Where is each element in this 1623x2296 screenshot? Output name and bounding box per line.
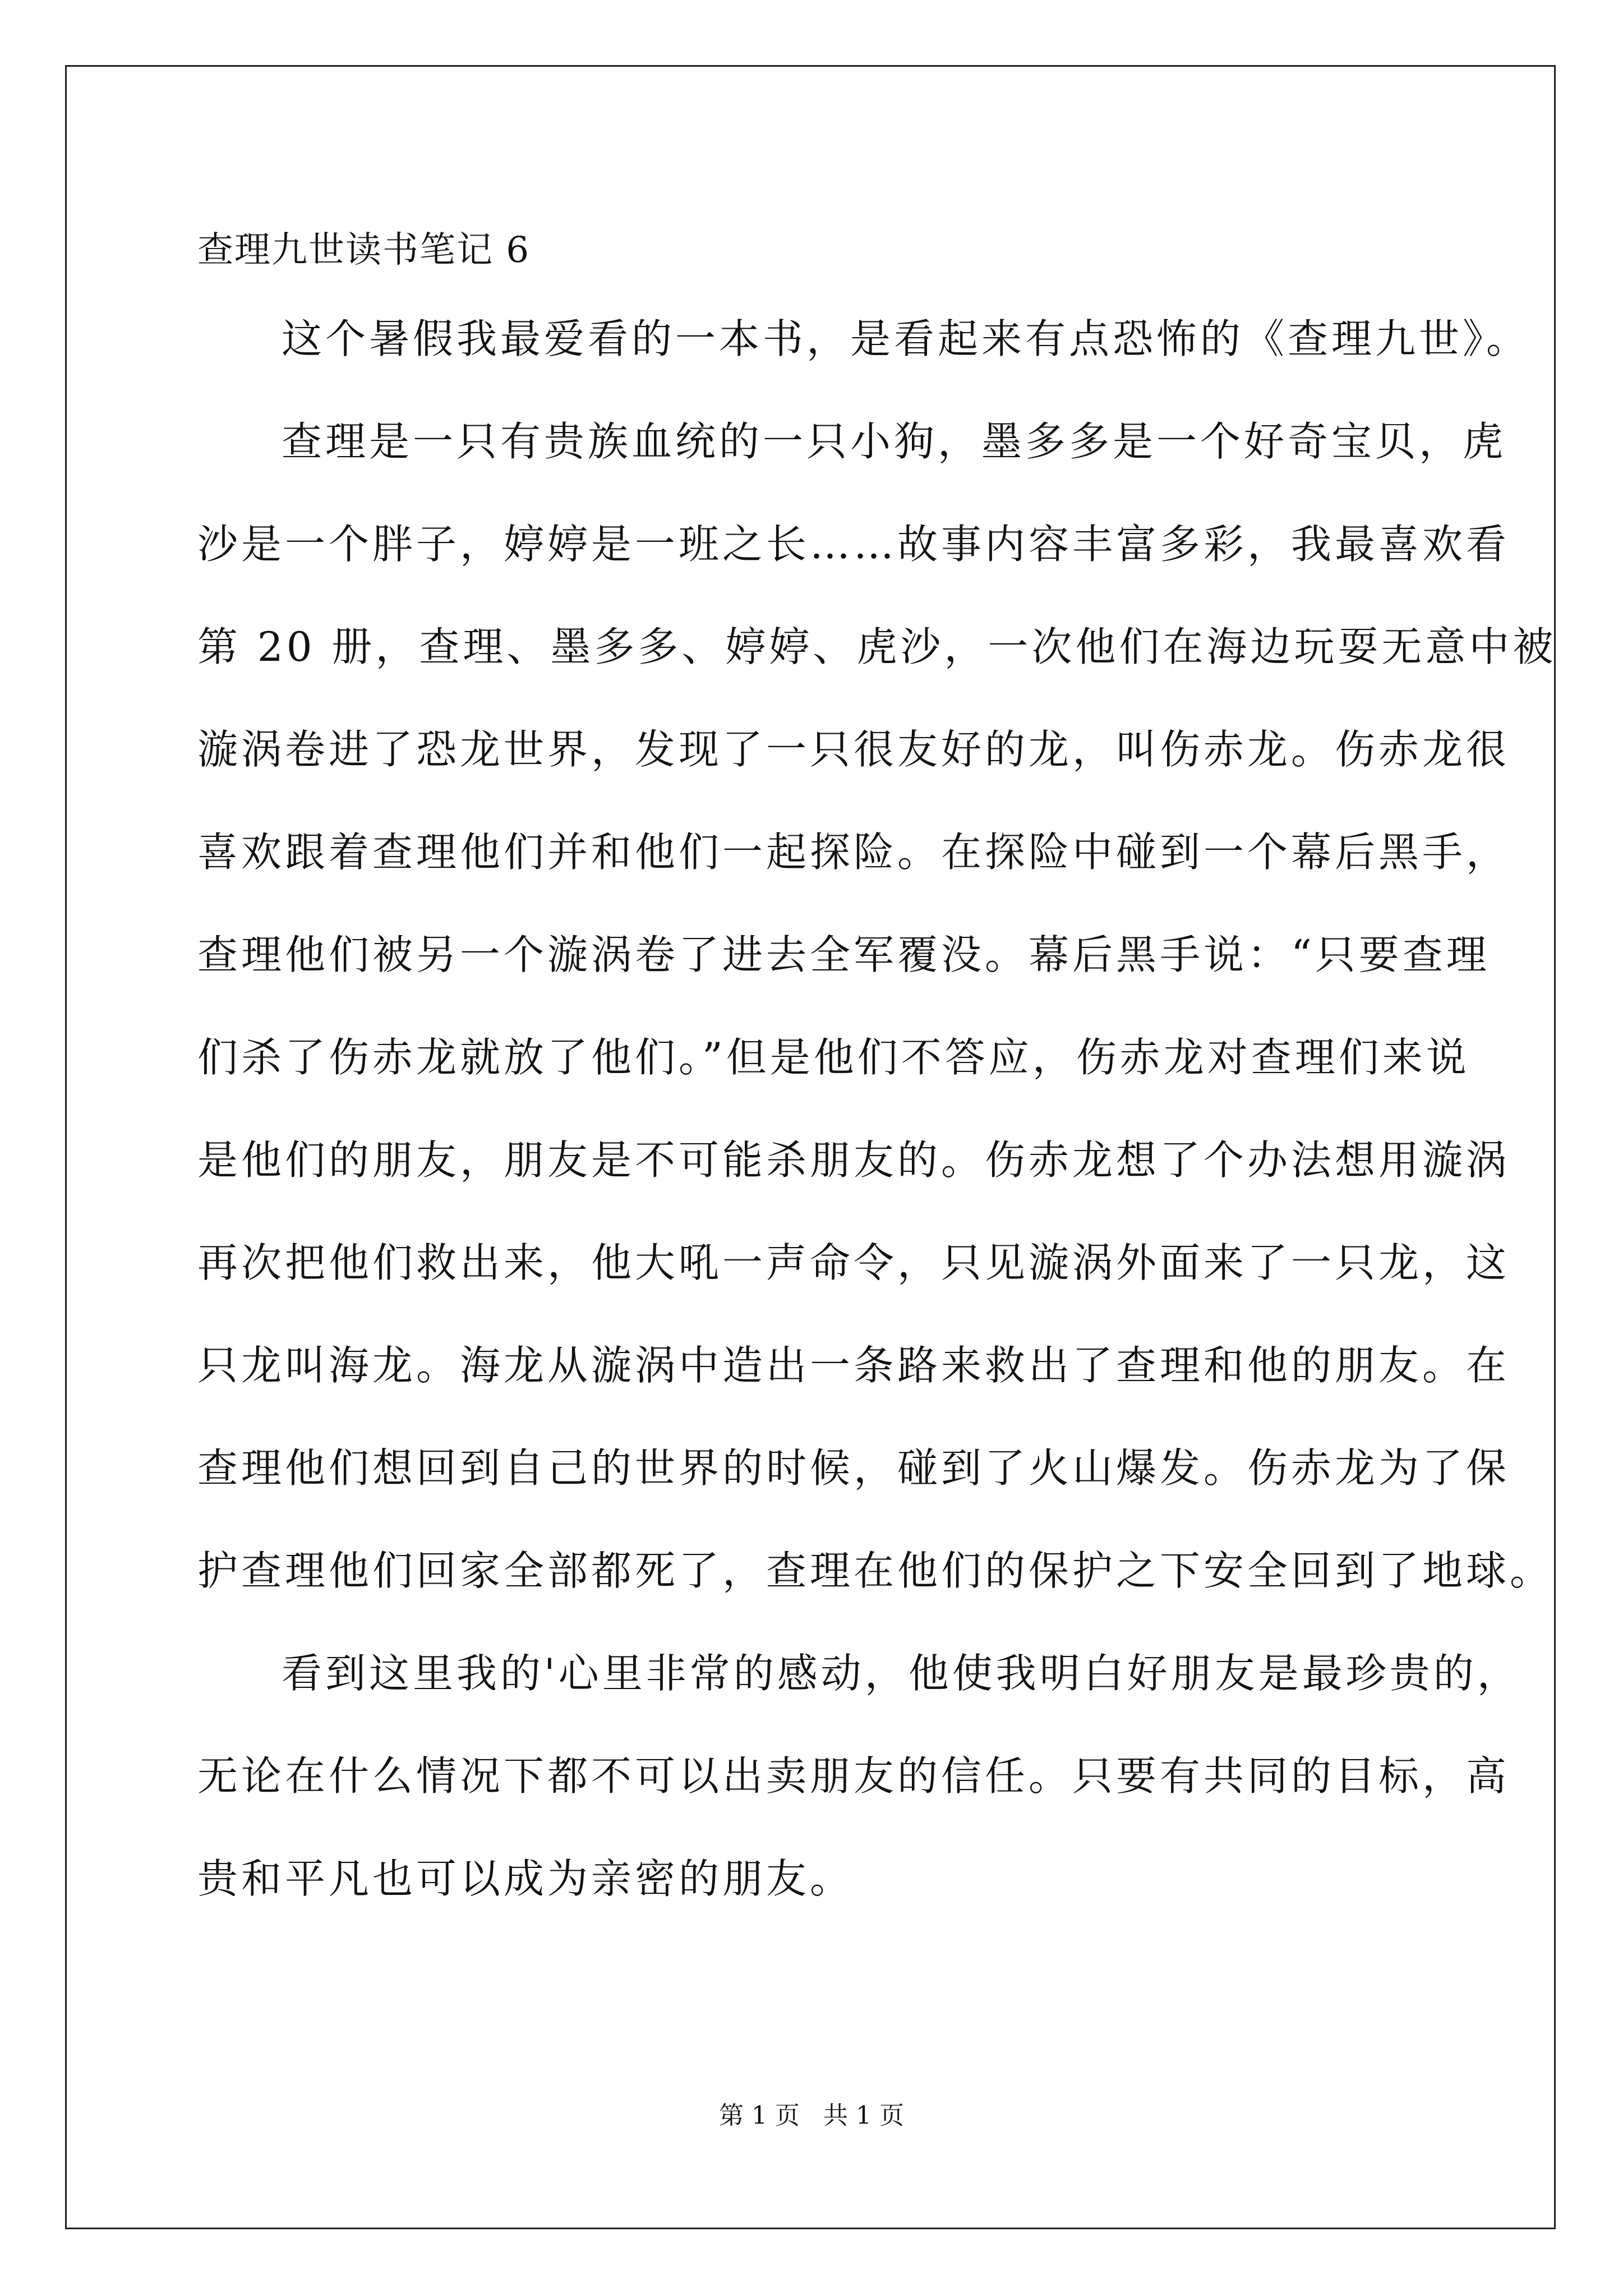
- paragraph-3-line-1: 看到这里我的'心里非常的感动，他使我明白好朋友是最珍贵的，: [282, 1650, 1521, 1697]
- page-number-footer: 第 1 页 共 1 页: [719, 2101, 904, 2130]
- paragraph-2-line-10: 只龙叫海龙。海龙从漩涡中造出一条路来救出了查理和他的朋友。在: [197, 1342, 1510, 1389]
- paragraph-1-line-1: 这个暑假我最爱看的一本书，是看起来有点恐怖的《查理九世》。: [282, 315, 1530, 362]
- paragraph-2-line-9: 再次把他们救出来，他大吼一声命令，只见漩涡外面来了一只龙，这: [197, 1239, 1510, 1286]
- paragraph-2-line-3: 第 20 册，查理、墨多多、婷婷、虎沙，一次他们在海边玩耍无意中被: [197, 623, 1557, 670]
- paragraph-2-line-6: 查理他们被另一个漩涡卷了进去全军覆没。幕后黑手说：“只要查理: [197, 931, 1490, 978]
- paragraph-2-line-4: 漩涡卷进了恐龙世界，发现了一只很友好的龙，叫伤赤龙。伤赤龙很: [197, 726, 1510, 773]
- paragraph-3-line-3: 贵和平凡也可以成为亲密的朋友。: [197, 1855, 854, 1902]
- document-title: 查理九世读书笔记 6: [197, 229, 531, 271]
- paragraph-2-line-7: 们杀了伤赤龙就放了他们。”但是他们不答应，伤赤龙对查理们来说: [197, 1034, 1470, 1081]
- paragraph-3-line-2: 无论在什么情况下都不可以出卖朋友的信任。只要有共同的目标，高: [197, 1752, 1510, 1800]
- paragraph-2-line-1: 查理是一只有贵族血统的一只小狗，墨多多是一个好奇宝贝，虎: [282, 418, 1507, 465]
- paragraph-2-line-5: 喜欢跟着查理他们并和他们一起探险。在探险中碰到一个幕后黑手，: [197, 829, 1510, 876]
- paragraph-2-line-2: 沙是一个胖子，婷婷是一班之长……故事内容丰富多彩，我最喜欢看: [197, 521, 1510, 568]
- paragraph-2-line-12: 护查理他们回家全部都死了，查理在他们的保护之下安全回到了地球。: [197, 1547, 1554, 1594]
- paragraph-2-line-8: 是他们的朋友，朋友是不可能杀朋友的。伤赤龙想了个办法想用漩涡: [197, 1137, 1510, 1184]
- paragraph-2-line-11: 查理他们想回到自己的世界的时候，碰到了火山爆发。伤赤龙为了保: [197, 1444, 1510, 1492]
